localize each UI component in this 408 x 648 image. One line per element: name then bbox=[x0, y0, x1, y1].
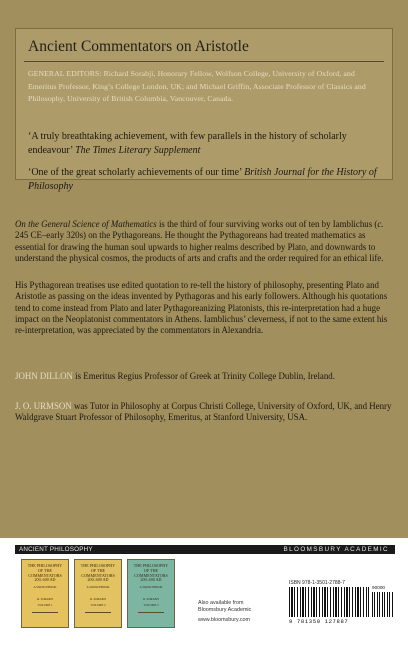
quote-source: The Times Literary Supplement bbox=[75, 144, 201, 156]
series-title: Ancient Commentators on Aristotle bbox=[28, 38, 249, 55]
title-divider bbox=[24, 61, 384, 62]
barcode bbox=[289, 587, 369, 617]
related-book-3 bbox=[127, 559, 175, 628]
quote-source: British Journal for the History of Philosophy bbox=[28, 167, 377, 192]
related-book-2 bbox=[74, 559, 122, 628]
author-name: JOHN DILLON bbox=[15, 371, 73, 381]
book-cover-title: THE PHILOSOPHY OF THE COMMENTATORS 200–600 AD bbox=[27, 563, 63, 583]
book-cover-author: R. SORABJI bbox=[143, 597, 159, 602]
related-book-1 bbox=[21, 559, 69, 628]
description-paragraph-2: His Pythagorean treatises use edited quotation to re-tell the history of philosophy, presenting Plato and Aristotle as passing on the ideas invented by Pythagoras and his early followers. Although his quotations tend to come instead from Plato and later Pythagoreanizing Platonists, this re-interpretation had a huge impact on the Neoplatonist commentators in Athens. Iamblichus’ cleverness, if not to the same extent his re-interpretation, was appreciated by the commentators in Alexandria. bbox=[15, 280, 388, 336]
also-available: Also available from Bloomsbury Academic bbox=[198, 600, 252, 613]
review-quote-1 bbox=[28, 130, 384, 157]
quote-text: ‘One of the great scholarly achievements of our time’ bbox=[28, 167, 245, 178]
review-quote-2 bbox=[28, 166, 384, 193]
book-cover-title: THE PHILOSOPHY OF THE COMMENTATORS 200–600 AD bbox=[80, 563, 116, 583]
book-cover-volume: VOLUME 2 bbox=[90, 603, 106, 608]
author-bio-2 bbox=[15, 401, 395, 424]
book-cover-subtitle: A SOURCEBOOK bbox=[86, 585, 110, 590]
publisher-label: BLOOMSBURY ACADEMIC bbox=[283, 546, 389, 553]
price-addon-label: 90000 bbox=[372, 585, 386, 590]
book-cover-rule bbox=[32, 612, 58, 613]
book-cover-author: R. SORABJI bbox=[90, 597, 106, 602]
book-cover-volume: VOLUME 3 bbox=[143, 603, 159, 608]
addon-barcode bbox=[372, 592, 394, 617]
book-cover-title: THE PHILOSOPHY OF THE COMMENTATORS 200–600 AD bbox=[133, 563, 169, 583]
quote-text: ‘A truly breathtaking achievement, with few parallels in the history of scholarly endeavour’ bbox=[28, 131, 347, 156]
barcode-digits: 9 781350 127887 bbox=[289, 618, 349, 625]
author-name: J. O. URMSON bbox=[15, 401, 72, 411]
series-box bbox=[15, 28, 393, 192]
category-bar bbox=[15, 545, 395, 554]
description-paragraph-1: On the General Science of Mathematics is the third of four surviving works out of ten by Iamblichus (c. 245 CE–early 320s) on the Pythagoreans. He thought the Pythagoreans had treated mathematics as essential for drawing the human soul upwards to higher realms described by Plato, and downwards to understand the physical cosmos, the products of arts and crafts and the order required for an ethical life. bbox=[15, 219, 384, 263]
isbn-label: ISBN 978-1-3501-2788-7 bbox=[289, 580, 345, 586]
book-cover-subtitle: A SOURCEBOOK bbox=[33, 585, 57, 590]
book-cover-volume: VOLUME 1 bbox=[37, 603, 53, 608]
author-bio-text: is Emeritus Regius Professor of Greek at Trinity College Dublin, Ireland. bbox=[72, 371, 335, 381]
author-bio-1 bbox=[15, 371, 395, 382]
book-cover-subtitle: A SOURCEBOOK bbox=[139, 585, 163, 590]
website-link[interactable]: www.bloomsbury.com bbox=[198, 617, 251, 623]
book-cover-rule bbox=[138, 612, 164, 613]
book-cover-rule bbox=[85, 612, 111, 613]
book-title: On the General Science of Mathematics bbox=[15, 219, 157, 229]
general-editors: GENERAL EDITORS: Richard Sorabji, Honorary Fellow, Wolfson College, University of Oxford, and Emeritus Professor, King’s College London, UK; and Michael Griffin, Associate Professor of Classics and Philosophy, University of British Columbia, Vancouver, Canada. bbox=[28, 69, 366, 104]
book-cover-author: R. SORABJI bbox=[37, 597, 53, 602]
category-label: ANCIENT PHILOSOPHY bbox=[19, 546, 93, 553]
author-bio-text: was Tutor in Philosophy at Corpus Christi College, University of Oxford, UK, and Henry Waldgrave Stuart Professor of Philosophy, Emeritus, at Stanford University, USA. bbox=[15, 401, 392, 423]
